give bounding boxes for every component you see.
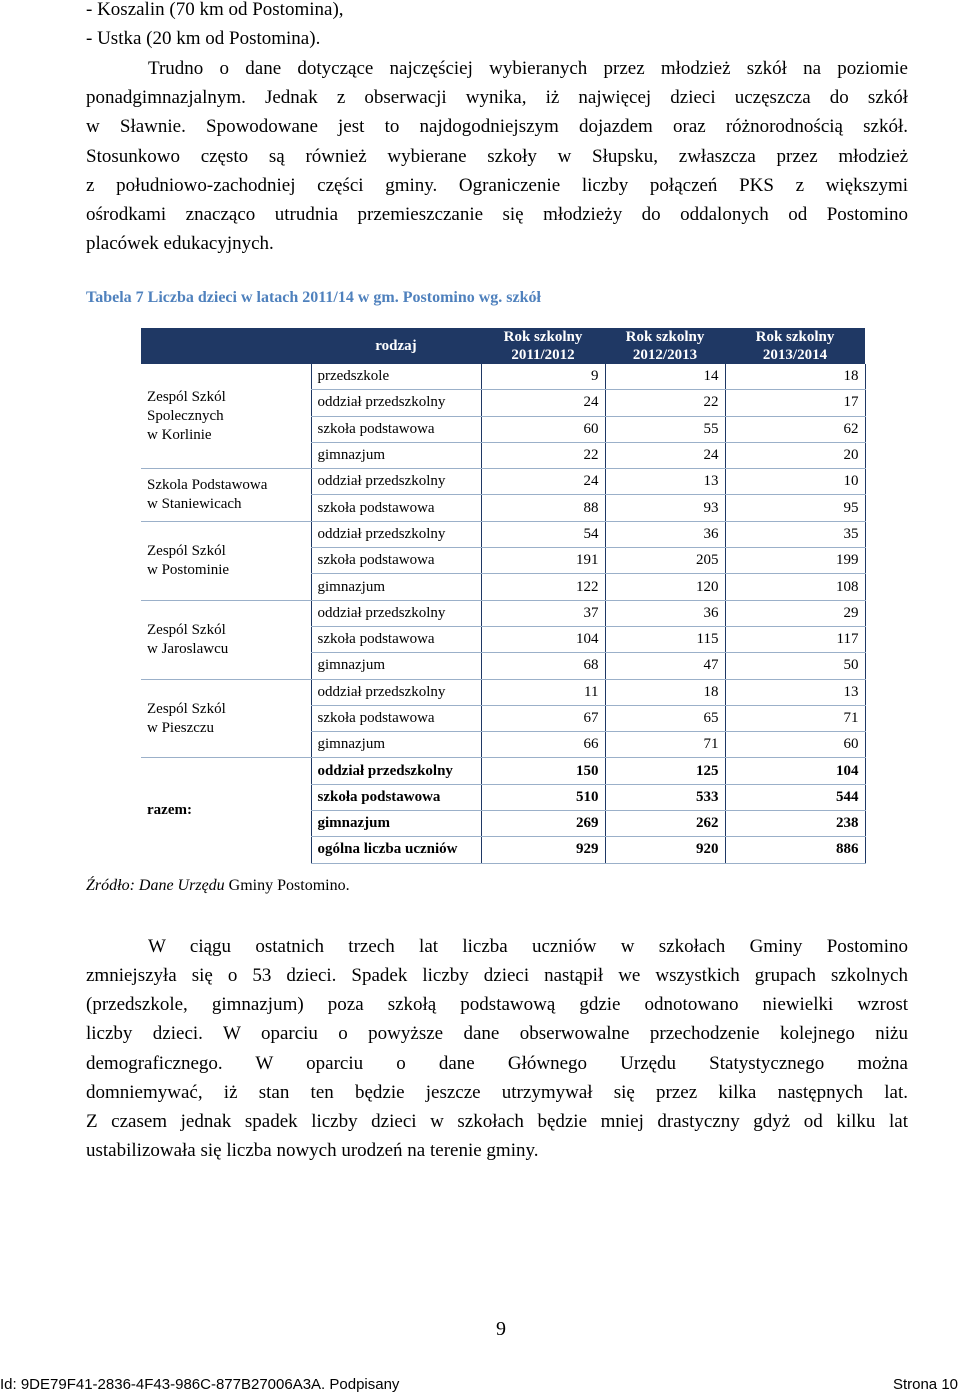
table-row [141,364,865,390]
table-row [141,469,865,495]
value-cell: 104 [725,758,865,784]
value-cell: 122 [481,574,605,600]
footer-signature-id: Id: 9DE79F41-2836-4F43-986C-877B27006A3A. Podpisany [0,1376,400,1393]
value-cell: 886 [725,837,865,863]
school-type-cell: szkoła podstawowa [311,416,481,442]
school-type-cell: oddział przedszkolny [311,521,481,547]
school-type-cell: oddział przedszkolny [311,600,481,626]
value-cell: 65 [605,705,725,731]
header-empty-cell [141,328,311,364]
value-cell: 104 [481,626,605,652]
paragraph-line: z południowo-zachodniej części gminy. Ograniczenie liczby połączeń PKS z większymi [86,175,908,196]
value-cell: 50 [725,653,865,679]
table-row [141,679,865,705]
paragraph-line: demograficznego. W oparciu o dane Głównego Urzędu Statystycznego można [86,1053,908,1074]
value-cell: 60 [481,416,605,442]
school-type-cell: oddział przedszkolny [311,679,481,705]
value-cell: 125 [605,758,725,784]
value-cell: 22 [481,442,605,468]
paragraph-line: ośrodkami znacząco utrudnia przemieszczanie się młodzieży do oddalonych od Postomino [86,204,908,225]
value-cell: 67 [481,705,605,731]
paragraph-line: W ciągu ostatnich trzech lat liczba uczniów w szkołach Gminy Postomino [148,936,908,957]
school-type-cell: gimnazjum [311,811,481,837]
value-cell: 22 [605,390,725,416]
value-cell: 920 [605,837,725,863]
value-cell: 14 [605,364,725,390]
school-type-cell: oddział przedszkolny [311,390,481,416]
value-cell: 17 [725,390,865,416]
school-name-cell: Zespól Szkól w Postominie [141,521,311,600]
value-cell: 108 [725,574,865,600]
value-cell: 24 [481,390,605,416]
value-cell: 35 [725,521,865,547]
value-cell: 71 [725,705,865,731]
intro-line: - Koszalin (70 km od Postomina), [86,0,344,20]
value-cell: 54 [481,521,605,547]
school-name-cell: Zespól Szkól Spolecznych w Korlinie [141,364,311,469]
header-year-2013: Rok szkolny 2013/2014 [725,328,865,364]
paragraph-line: Stosunkowo często są również wybierane szkoły w Słupsku, zwłaszcza przez młodzież [86,146,908,167]
value-cell: 36 [605,600,725,626]
page-number: 9 [496,1318,506,1340]
value-cell: 238 [725,811,865,837]
value-cell: 68 [481,653,605,679]
school-type-cell: gimnazjum [311,442,481,468]
school-type-cell: gimnazjum [311,732,481,758]
value-cell: 18 [725,364,865,390]
value-cell: 117 [725,626,865,652]
value-cell: 10 [725,469,865,495]
header-year-2012: Rok szkolny 2012/2013 [605,328,725,364]
school-type-cell: szkoła podstawowa [311,548,481,574]
school-type-cell: gimnazjum [311,653,481,679]
value-cell: 13 [725,679,865,705]
school-name-cell: Szkola Podstawowa w Staniewicach [141,469,311,522]
table-row [141,758,865,784]
paragraph-line: Z czasem jednak spadek liczby dzieci w szkołach będzie mniej drastyczny gdyż od kilku lat [86,1111,908,1132]
value-cell: 115 [605,626,725,652]
value-cell: 929 [481,837,605,863]
value-cell: 24 [481,469,605,495]
footer-page-label: Strona 10 [892,1376,958,1393]
table-source: Źródło: Dane Urzędu Gminy Postomino. [86,877,350,894]
school-type-cell: gimnazjum [311,574,481,600]
value-cell: 11 [481,679,605,705]
paragraph-line: (przedszkole, gimnazjum) poza szkołą podstawową gdzie odnotowano niewielki wzrost [86,994,908,1015]
school-type-cell: szkoła podstawowa [311,705,481,731]
value-cell: 95 [725,495,865,521]
value-cell: 150 [481,758,605,784]
value-cell: 544 [725,784,865,810]
value-cell: 36 [605,521,725,547]
value-cell: 29 [725,600,865,626]
paragraph-line: ustabilizowała się liczba nowych urodzeń na terenie gminy. [86,1140,539,1161]
value-cell: 269 [481,811,605,837]
paragraph-line: liczby dzieci. W oparciu o powyższe dane obserwowalne przechodzenie kolejnego niżu [86,1023,908,1044]
value-cell: 199 [725,548,865,574]
header-rodzaj: rodzaj [311,328,481,364]
school-name-cell: Zespól Szkól w Pieszczu [141,679,311,758]
school-type-cell: szkoła podstawowa [311,495,481,521]
value-cell: 62 [725,416,865,442]
school-type-cell: oddział przedszkolny [311,758,481,784]
value-cell: 47 [605,653,725,679]
value-cell: 533 [605,784,725,810]
value-cell: 18 [605,679,725,705]
value-cell: 71 [605,732,725,758]
school-table [141,328,866,864]
value-cell: 262 [605,811,725,837]
value-cell: 205 [605,548,725,574]
paragraph-line: Trudno o dane dotyczące najczęściej wybieranych przez młodzież szkół na poziomie [148,58,908,79]
table-row [141,600,865,626]
value-cell: 66 [481,732,605,758]
value-cell: 88 [481,495,605,521]
table-row [141,521,865,547]
value-cell: 37 [481,600,605,626]
school-type-cell: przedszkole [311,364,481,390]
value-cell: 55 [605,416,725,442]
header-year-2011: Rok szkolny 2011/2012 [481,328,605,364]
value-cell: 510 [481,784,605,810]
totals-label: razem: [147,802,192,819]
value-cell: 9 [481,364,605,390]
value-cell: 191 [481,548,605,574]
school-type-cell: ogólna liczba uczniów [311,837,481,863]
value-cell: 93 [605,495,725,521]
value-cell: 13 [605,469,725,495]
paragraph-line: domniemywać, iż stan ten będzie jeszcze utrzymywał się przez kilka następnych lat. [86,1082,908,1103]
intro-line: - Ustka (20 km od Postomina). [86,28,321,49]
paragraph-line: zmniejszyła się o 53 dzieci. Spadek liczby dzieci nastąpił we wszystkich grupach szkolnych [86,965,908,986]
paragraph-line: placówek edukacyjnych. [86,233,274,254]
value-cell: 120 [605,574,725,600]
school-type-cell: szkoła podstawowa [311,626,481,652]
school-name-cell: Zespól Szkól w Jaroslawcu [141,600,311,679]
school-type-cell: szkoła podstawowa [311,784,481,810]
table-body [141,364,865,863]
paragraph-line: ponadgimnazjalnym. Jednak z obserwacji wynika, iż najwięcej dzieci uczęszcza do szkół [86,87,908,108]
paragraph-line: w Sławnie. Spowodowane jest to najdogodniejszym dojazdem oraz różnorodnością szkół. [86,116,908,137]
value-cell: 24 [605,442,725,468]
value-cell: 60 [725,732,865,758]
value-cell: 20 [725,442,865,468]
table-header-row [141,328,865,364]
school-type-cell: oddział przedszkolny [311,469,481,495]
table-caption: Tabela 7 Liczba dzieci w latach 2011/14 w gm. Postomino wg. szkół [86,289,541,306]
